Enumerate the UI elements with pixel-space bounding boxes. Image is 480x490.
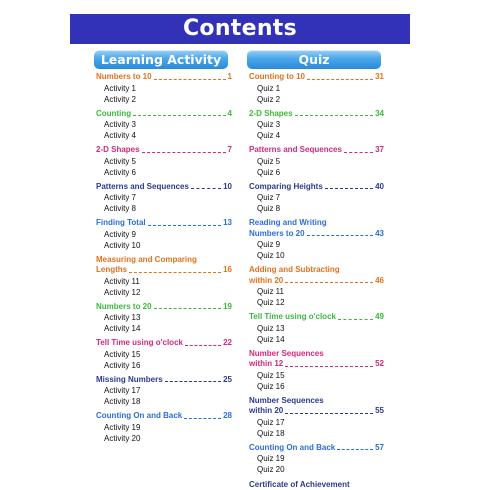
learning-activity-column <box>96 72 232 448</box>
section-title: Number Sequences <box>249 395 324 405</box>
section-title: Numbers to 10 <box>96 72 152 81</box>
section-title-row <box>249 276 384 287</box>
section-heading-link[interactable] <box>249 265 384 286</box>
section-title: Tell Time using o'clock <box>96 338 183 347</box>
page-number: 43 <box>375 228 384 238</box>
toc-section <box>249 145 384 178</box>
toc-section <box>249 396 384 439</box>
leader-dots <box>184 418 221 419</box>
section-title: Counting On and Back <box>249 442 336 452</box>
toc-subitem[interactable]: Quiz 11 <box>257 287 284 296</box>
section-heading-link[interactable] <box>249 443 384 454</box>
quiz-header: Quiz <box>247 50 381 69</box>
section-heading-link[interactable] <box>96 338 232 349</box>
toc-section <box>96 375 232 408</box>
section-heading-link[interactable] <box>96 375 232 386</box>
section-heading-link[interactable] <box>96 411 232 422</box>
toc-subitem[interactable]: Activity 2 <box>104 94 137 104</box>
toc-section <box>96 72 232 105</box>
section-heading-link[interactable] <box>249 182 384 193</box>
section-title: Patterns and Sequences <box>96 181 189 191</box>
toc-subitem[interactable]: Quiz 17 <box>257 417 285 427</box>
section-title-row <box>249 229 384 240</box>
section-heading-link[interactable] <box>96 255 232 276</box>
section-title: Patterns and Sequences <box>249 145 342 154</box>
toc-subitem[interactable]: Quiz 6 <box>257 167 281 177</box>
toc-subitem[interactable]: Quiz 12 <box>257 298 285 307</box>
page-number: 49 <box>375 312 384 321</box>
toc-subitem[interactable]: Quiz 9 <box>257 240 281 249</box>
toc-section <box>96 338 232 371</box>
page-number: 31 <box>375 72 384 81</box>
section-title: Missing Numbers <box>96 374 163 384</box>
page-number: 37 <box>375 145 384 154</box>
toc-subitem[interactable]: Quiz 15 <box>257 370 285 380</box>
section-heading-link[interactable] <box>249 349 384 370</box>
toc-subitem[interactable]: Quiz 8 <box>257 204 281 213</box>
section-title: Finding Total <box>96 218 146 227</box>
section-heading-link[interactable] <box>249 312 384 323</box>
toc-subitem[interactable]: Activity 19 <box>104 422 141 432</box>
toc-subitem[interactable]: Quiz 18 <box>257 428 285 438</box>
toc-subitem[interactable]: Activity 3 <box>104 120 137 129</box>
toc-section <box>249 109 384 142</box>
toc-subitem[interactable]: Quiz 16 <box>257 381 285 391</box>
page-number: 4 <box>227 108 232 118</box>
page-number: 40 <box>375 181 384 191</box>
toc-subitem[interactable]: Quiz 1 <box>257 83 281 93</box>
section-heading-link[interactable] <box>249 218 384 239</box>
section-title-continued: within 20 <box>249 275 284 285</box>
section-title: 2-D Shapes <box>96 145 140 154</box>
toc-subitem[interactable]: Activity 6 <box>104 167 137 177</box>
toc-subitem[interactable]: Activity 1 <box>104 83 137 93</box>
toc-subitem[interactable]: Quiz 10 <box>257 251 285 260</box>
section-title: Comparing Heights <box>249 181 323 191</box>
section-heading-link[interactable] <box>249 72 384 83</box>
toc-section <box>96 218 232 251</box>
toc-section <box>249 443 384 476</box>
page-number: 34 <box>375 108 384 118</box>
section-heading-link[interactable] <box>249 396 384 417</box>
toc-subitem[interactable]: Activity 12 <box>104 287 141 297</box>
leader-dots <box>191 188 221 189</box>
leader-dots <box>337 449 373 450</box>
section-title: 2-D Shapes <box>249 108 293 118</box>
leader-dots <box>285 366 373 367</box>
section-title: Counting On and Back <box>96 411 183 420</box>
section-title: Numbers to 20 <box>96 301 152 311</box>
page-number: 16 <box>223 265 232 274</box>
toc-section <box>249 218 384 261</box>
section-title: Adding and Subtracting <box>249 265 340 274</box>
leader-dots <box>338 319 373 320</box>
leader-dots <box>307 235 374 236</box>
leader-dots <box>165 381 221 382</box>
toc-subitem[interactable]: Activity 14 <box>104 324 141 333</box>
quiz-column <box>249 72 384 490</box>
section-title: Tell Time using o'clock <box>249 312 336 321</box>
page-number: 46 <box>375 275 384 285</box>
toc-section <box>249 265 384 308</box>
toc-subitem[interactable]: Activity 5 <box>104 156 137 166</box>
section-title-continued: Numbers to 20 <box>249 228 305 238</box>
toc-subitem[interactable]: Activity 10 <box>104 240 141 250</box>
toc-section <box>96 145 232 178</box>
page-number: 28 <box>223 411 232 420</box>
toc-subitem[interactable]: Activity 9 <box>104 229 137 239</box>
section-heading-link[interactable] <box>96 182 232 193</box>
page-number: 55 <box>375 406 384 415</box>
section-heading-link[interactable] <box>96 218 232 229</box>
toc-subitem[interactable]: Activity 15 <box>104 349 141 359</box>
leader-dots <box>285 413 373 414</box>
section-title-continued: within 20 <box>249 406 284 415</box>
page-number: 10 <box>223 181 232 191</box>
toc-subitem[interactable]: Activity 16 <box>104 360 141 370</box>
toc-subitem[interactable]: Quiz 3 <box>257 120 281 129</box>
contents-title: Contents <box>70 14 410 44</box>
section-heading-link[interactable] <box>96 302 232 313</box>
toc-subitem[interactable]: Activity 7 <box>104 193 137 202</box>
toc-subitem[interactable]: Quiz 14 <box>257 334 285 344</box>
section-title-row <box>249 359 384 370</box>
toc-subitem[interactable]: Activity 13 <box>104 313 141 322</box>
leader-dots <box>307 79 373 80</box>
section-title: Reading and Writing <box>249 218 327 227</box>
leader-dots <box>129 272 221 273</box>
toc-subitem[interactable]: Quiz 4 <box>257 131 281 140</box>
section-title-row <box>249 406 384 417</box>
leader-dots <box>185 345 221 346</box>
section-heading-link[interactable] <box>249 145 384 156</box>
toc-section <box>249 349 384 392</box>
leader-dots <box>154 308 222 309</box>
section-title-row <box>96 265 232 276</box>
leader-dots <box>285 282 373 283</box>
toc-section <box>96 255 232 298</box>
learning-activity-header: Learning Activity <box>94 50 228 69</box>
toc-subitem[interactable]: Activity 11 <box>104 276 140 286</box>
leader-dots <box>148 225 221 226</box>
toc-section <box>96 302 232 335</box>
toc-subitem[interactable]: Activity 17 <box>104 386 141 395</box>
toc-subitem[interactable]: Quiz 7 <box>257 193 281 202</box>
toc-subitem[interactable]: Quiz 19 <box>257 454 285 463</box>
section-title-continued: Lengths <box>96 265 128 274</box>
toc-subitem[interactable]: Quiz 13 <box>257 323 285 333</box>
page-number: 7 <box>227 145 232 154</box>
toc-section <box>96 109 232 142</box>
toc-subitem[interactable]: Activity 20 <box>104 433 141 443</box>
page-number: 22 <box>223 338 232 347</box>
page-number: 1 <box>227 72 232 81</box>
toc-section <box>249 72 384 105</box>
toc-section <box>96 182 232 215</box>
leader-dots <box>154 79 226 80</box>
toc-subitem[interactable]: Activity 8 <box>104 204 137 213</box>
page-number: 19 <box>223 301 232 311</box>
leader-dots <box>325 188 373 189</box>
toc-subitem[interactable]: Quiz 5 <box>257 156 281 166</box>
page-number: 13 <box>223 218 232 227</box>
section-title: Measuring and Comparing <box>96 254 197 264</box>
section-heading-link[interactable] <box>96 109 232 120</box>
section-heading-link[interactable] <box>96 145 232 156</box>
section-heading-link[interactable] <box>249 109 384 120</box>
section-heading-link[interactable] <box>96 72 232 83</box>
toc-subitem[interactable]: Quiz 20 <box>257 465 285 474</box>
toc-subitem[interactable]: Activity 4 <box>104 131 137 140</box>
toc-subitem[interactable]: Activity 18 <box>104 397 141 406</box>
section-title: Number Sequences <box>249 348 324 358</box>
leader-dots <box>133 115 225 116</box>
leader-dots <box>295 115 374 116</box>
page-number: 25 <box>223 374 232 384</box>
certificate-link[interactable]: Certificate of Achievement <box>249 480 350 489</box>
leader-dots <box>142 152 226 153</box>
section-title: Counting to 10 <box>249 72 305 81</box>
toc-section <box>249 312 384 345</box>
page-number: 52 <box>375 359 384 368</box>
toc-section <box>96 411 232 444</box>
section-title-continued: within 12 <box>249 359 284 368</box>
leader-dots <box>344 152 373 153</box>
toc-section <box>249 182 384 215</box>
toc-subitem[interactable]: Quiz 2 <box>257 94 281 104</box>
page-number: 57 <box>375 442 384 452</box>
section-title: Counting <box>96 108 132 118</box>
